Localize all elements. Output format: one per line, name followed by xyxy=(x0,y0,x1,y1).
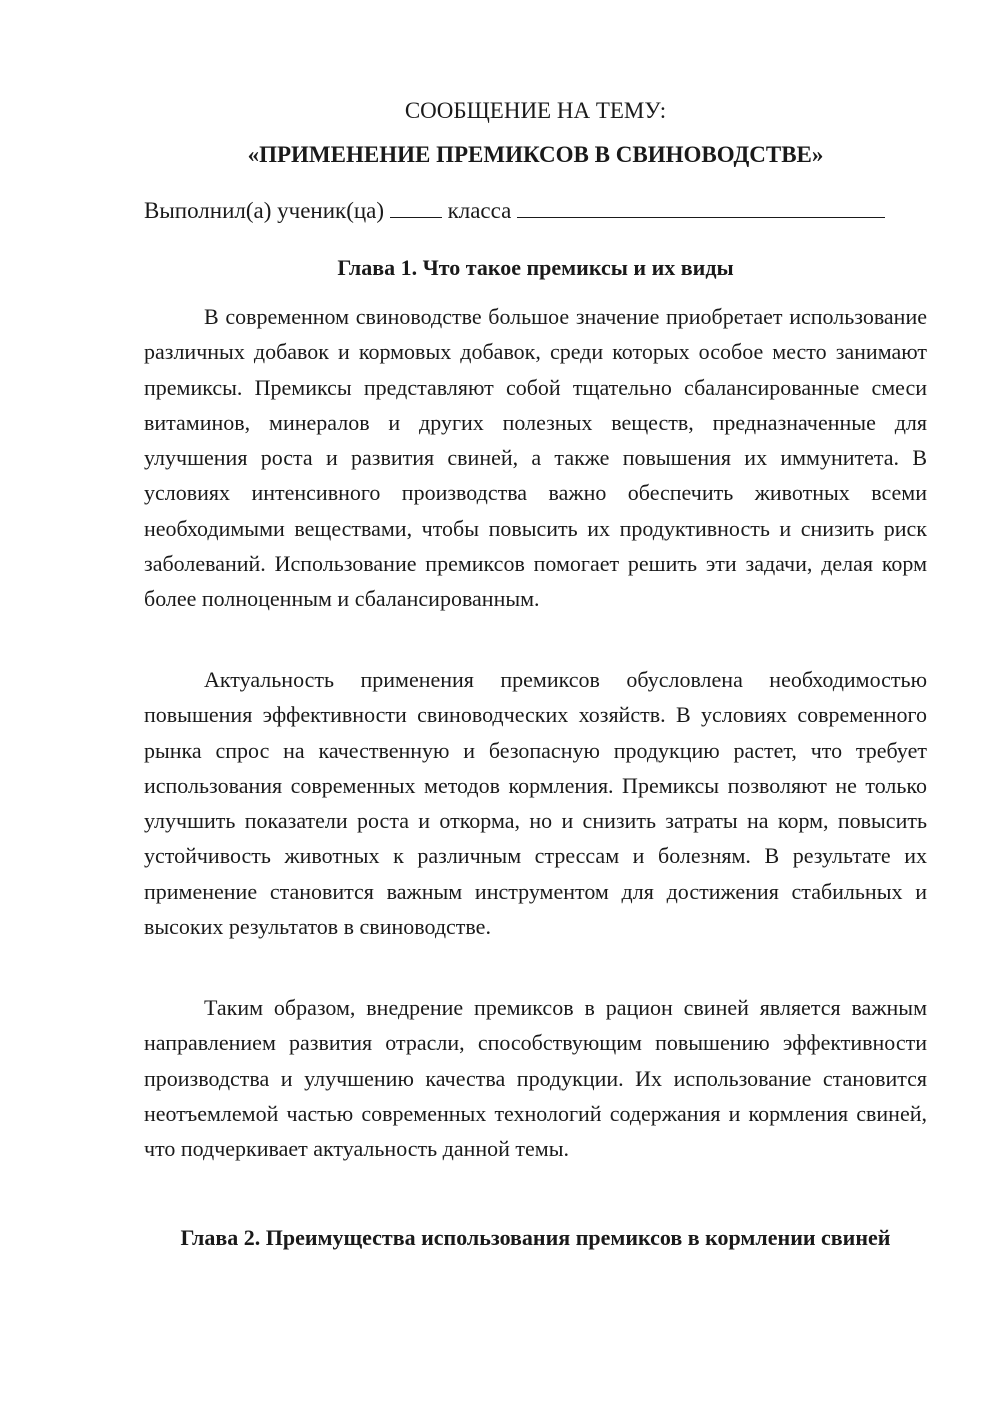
class-word: класса xyxy=(447,198,512,223)
paragraph-1: В современном свиноводстве большое значение приобретает использование различных добавок и кормовых добавок, среди которых особое место занимают премиксы. Премиксы представляют собой тщательно сбалансированные смеси витаминов, минералов и других полезных веществ, предназначенные для улучшения роста и развития свиней, а также повышения их иммунитета. В условиях интенсивного производства важно обеспечить животных всеми необходимыми веществами, чтобы повысить их продуктивность и снизить риск заболеваний. Использование премиксов помогает решить эти задачи, делая корм более полноценным и сбалансированным. xyxy=(144,304,927,612)
chapter-1-title: Глава 1. Что такое премиксы и их виды xyxy=(337,255,734,280)
paragraph-3: Таким образом, внедрение премиксов в рацион свиней является важным направлением развития отрасли, способствующим повышению эффективности производства и улучшению качества продукции. Их использование становится неотъемлемой частью современных технологий содержания и кормления свиней, что подчеркивает актуальность данной темы. xyxy=(144,995,927,1162)
chapter-2-title: Глава 2. Преимущества использования премиксов в кормлении свиней xyxy=(180,1225,891,1250)
document-header-line1: СООБЩЕНИЕ НА ТЕМУ: xyxy=(404,98,667,123)
student-name-blank xyxy=(517,197,885,218)
paragraph-2: Актуальность применения премиксов обусловлена необходимостью повышения эффективности свиноводческих хозяйств. В условиях современного рынка спрос на качественную и безопасную продукцию растет, что требует использования современных методов кормления. Премиксы позволяют не только улучшить показатели роста и откорма, но и снизить затраты на корм, повысить устойчивость животных к различным стрессам и болезням. В результате их применение становится важным инструментом для достижения стабильных и высоких результатов в свиноводстве. xyxy=(144,667,927,940)
document-title: «ПРИМЕНЕНИЕ ПРЕМИКСОВ В СВИНОВОДСТВЕ» xyxy=(247,142,824,167)
author-line xyxy=(144,197,927,225)
author-prefix: Выполнил(а) ученик(ца) xyxy=(144,198,385,223)
class-number-blank xyxy=(390,197,442,218)
